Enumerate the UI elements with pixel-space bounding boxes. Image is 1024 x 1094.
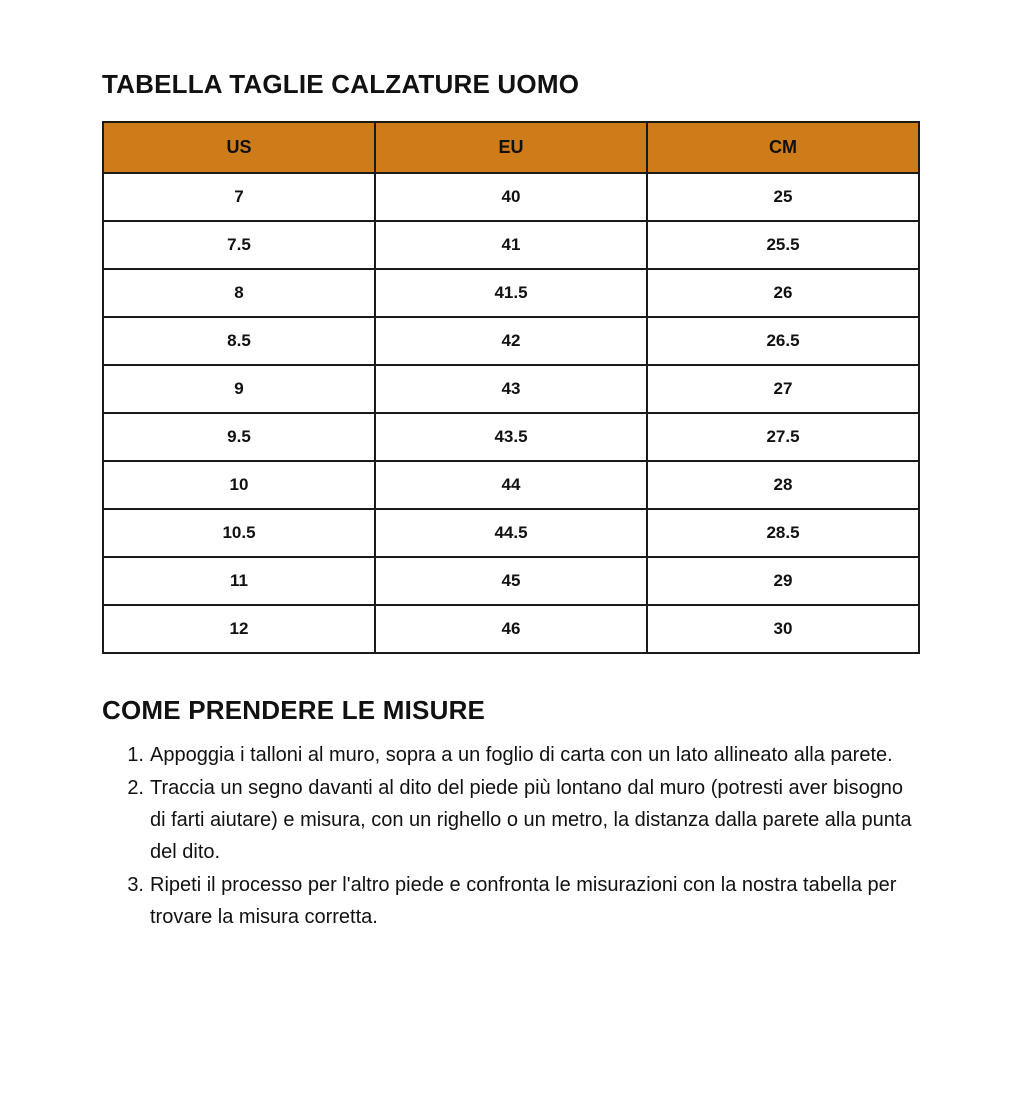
size-table [102,121,920,654]
size-table-cell: 26.5 [647,317,919,365]
size-table-cell: 27 [647,365,919,413]
step-text: Appoggia i talloni al muro, sopra a un foglio di carta con un lato allineato alla parete. [150,744,893,766]
size-table-cell: 9 [103,365,375,413]
size-table-header [103,122,919,173]
size-table-cell: 44.5 [375,509,647,557]
step-text: Ripeti il processo per l'altro piede e confronta le misurazioni con la nostra tabella per trovare la misura corretta. [150,874,897,928]
size-table-row [103,317,919,365]
size-table-cell: 25.5 [647,221,919,269]
size-table-cell: 9.5 [103,413,375,461]
size-table-row [103,413,919,461]
size-table-header-row [103,122,919,173]
instructions-list [102,739,920,933]
size-table-row [103,365,919,413]
instructions-title: COME PRENDERE LE MISURE [102,695,486,725]
instruction-step [102,869,920,933]
size-table-cell: 10.5 [103,509,375,557]
step-number: 1. [127,744,144,766]
size-table-row [103,509,919,557]
column-header-us: US [103,122,375,173]
size-table-body [103,173,919,653]
size-table-cell: 27.5 [647,413,919,461]
column-header-cm: CM [647,122,919,173]
size-table-row [103,269,919,317]
size-table-cell: 26 [647,269,919,317]
size-table-cell: 46 [375,605,647,653]
size-table-cell: 7.5 [103,221,375,269]
size-table-cell: 30 [647,605,919,653]
size-table-cell: 29 [647,557,919,605]
size-table-cell: 28 [647,461,919,509]
size-table-cell: 10 [103,461,375,509]
instruction-step [102,772,920,868]
size-table-row [103,221,919,269]
size-table-cell: 28.5 [647,509,919,557]
size-table-cell: 11 [103,557,375,605]
step-number: 2. [127,777,144,799]
size-table-title: TABELLA TAGLIE CALZATURE UOMO [102,69,580,99]
size-table-cell: 43.5 [375,413,647,461]
size-table-cell: 43 [375,365,647,413]
size-table-row [103,605,919,653]
step-number: 3. [127,874,144,896]
size-table-row [103,557,919,605]
size-table-cell: 42 [375,317,647,365]
size-table-cell: 7 [103,173,375,221]
size-table-cell: 8 [103,269,375,317]
size-table-cell: 8.5 [103,317,375,365]
size-table-cell: 40 [375,173,647,221]
size-table-row [103,461,919,509]
size-table-cell: 41 [375,221,647,269]
size-table-cell: 45 [375,557,647,605]
size-guide-page [102,70,920,933]
size-table-cell: 41.5 [375,269,647,317]
size-table-cell: 12 [103,605,375,653]
size-table-cell: 25 [647,173,919,221]
instruction-step [102,739,920,771]
step-text: Traccia un segno davanti al dito del piede più lontano dal muro (potresti aver bisogno di farti aiutare) e misura, con un righello o un metro, la distanza dalla parete alla punta del dito. [150,777,912,863]
size-table-row [103,173,919,221]
size-table-cell: 44 [375,461,647,509]
column-header-eu: EU [375,122,647,173]
